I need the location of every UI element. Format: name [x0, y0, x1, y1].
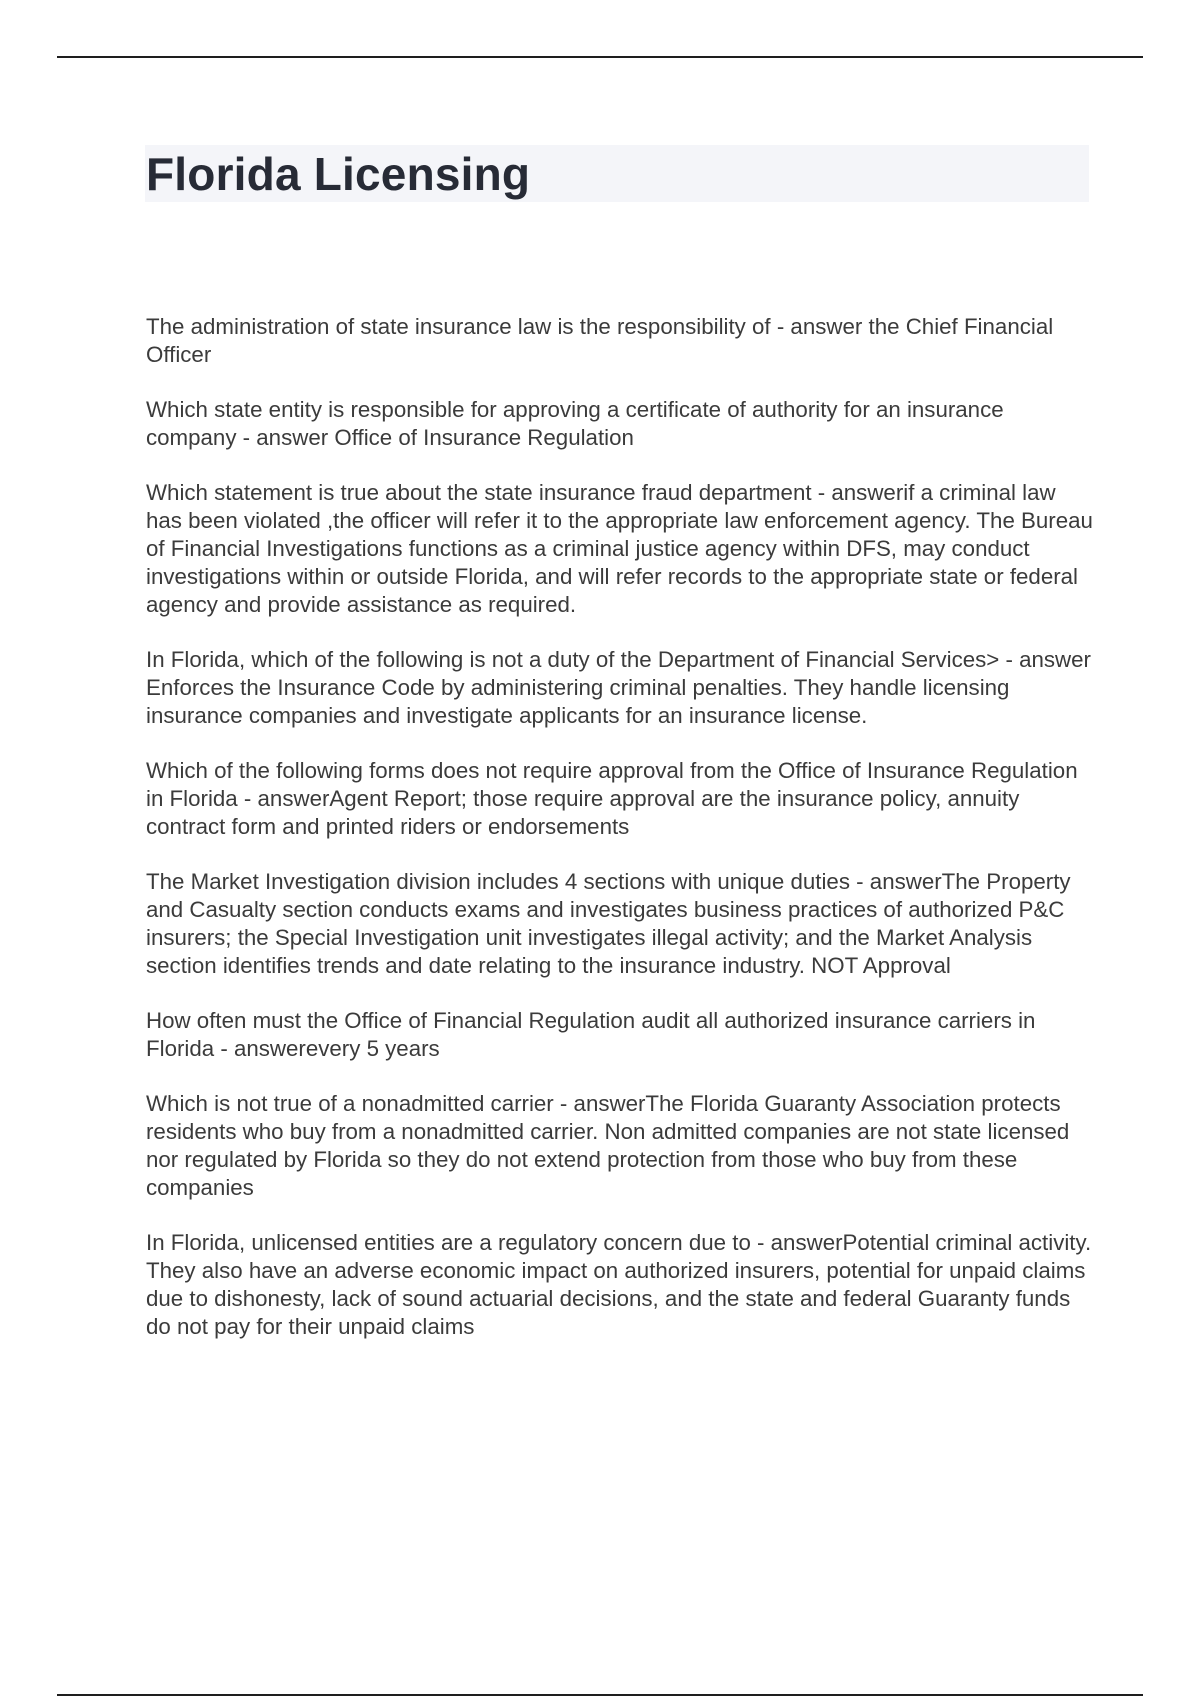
qa-item-8: Which is not true of a nonadmitted carrier - answerThe Florida Guaranty Association protects residents who buy from a nonadmitted carrier. Non admitted companies are not state licensed nor regulated by Florida so they do not extend protection from those who buy from these companies [146, 1091, 1070, 1200]
qa-item-5: Which of the following forms does not require approval from the Office of Insurance Regulation in Florida - answerAgent Report; those require approval are the insurance policy, annuity contract form and printed riders or endorsements [146, 758, 1078, 839]
qa-item-9: In Florida, unlicensed entities are a regulatory concern due to - answerPotential criminal activity. They also have an adverse economic impact on authorized insurers, potential for unpaid claims due to dishonesty, lack of sound actuarial decisions, and the state and federal Guaranty funds do not pay for their unpaid claims [146, 1230, 1092, 1339]
footer-rule [57, 1694, 1143, 1696]
qa-item-6: The Market Investigation division includes 4 sections with unique duties - answerThe Property and Casualty section conducts exams and investigates business practices of authorized P&C insurers; the Special Investigation unit investigates illegal activity; and the Market Analysis section identifies trends and date relating to the insurance industry. NOT Approval [146, 869, 1071, 978]
header-rule [57, 56, 1143, 58]
qa-item-7: How often must the Office of Financial Regulation audit all authorized insurance carriers in Florida - answerevery 5 years [146, 1008, 1036, 1061]
qa-list [146, 313, 1096, 1368]
qa-item-2: Which state entity is responsible for approving a certificate of authority for an insurance company - answer Office of Insurance Regulation [146, 397, 1004, 450]
qa-item-1: The administration of state insurance law is the responsibility of - answer the Chief Financial Officer [146, 314, 1054, 367]
qa-item-4: In Florida, which of the following is not a duty of the Department of Financial Services> - answer Enforces the Insurance Code by administering criminal penalties. They handle licensing insurance companies and investigate applicants for an insurance license. [146, 647, 1091, 728]
qa-item-3: Which statement is true about the state insurance fraud department - answerif a criminal law has been violated ,the officer will refer it to the appropriate law enforcement agency. The Bureau of Financial Investigations functions as a criminal justice agency within DFS, may conduct investigations within or outside Florida, and will refer records to the appropriate state or federal agency and provide assistance as required. [146, 480, 1093, 617]
document-title: Florida Licensing [146, 148, 531, 200]
